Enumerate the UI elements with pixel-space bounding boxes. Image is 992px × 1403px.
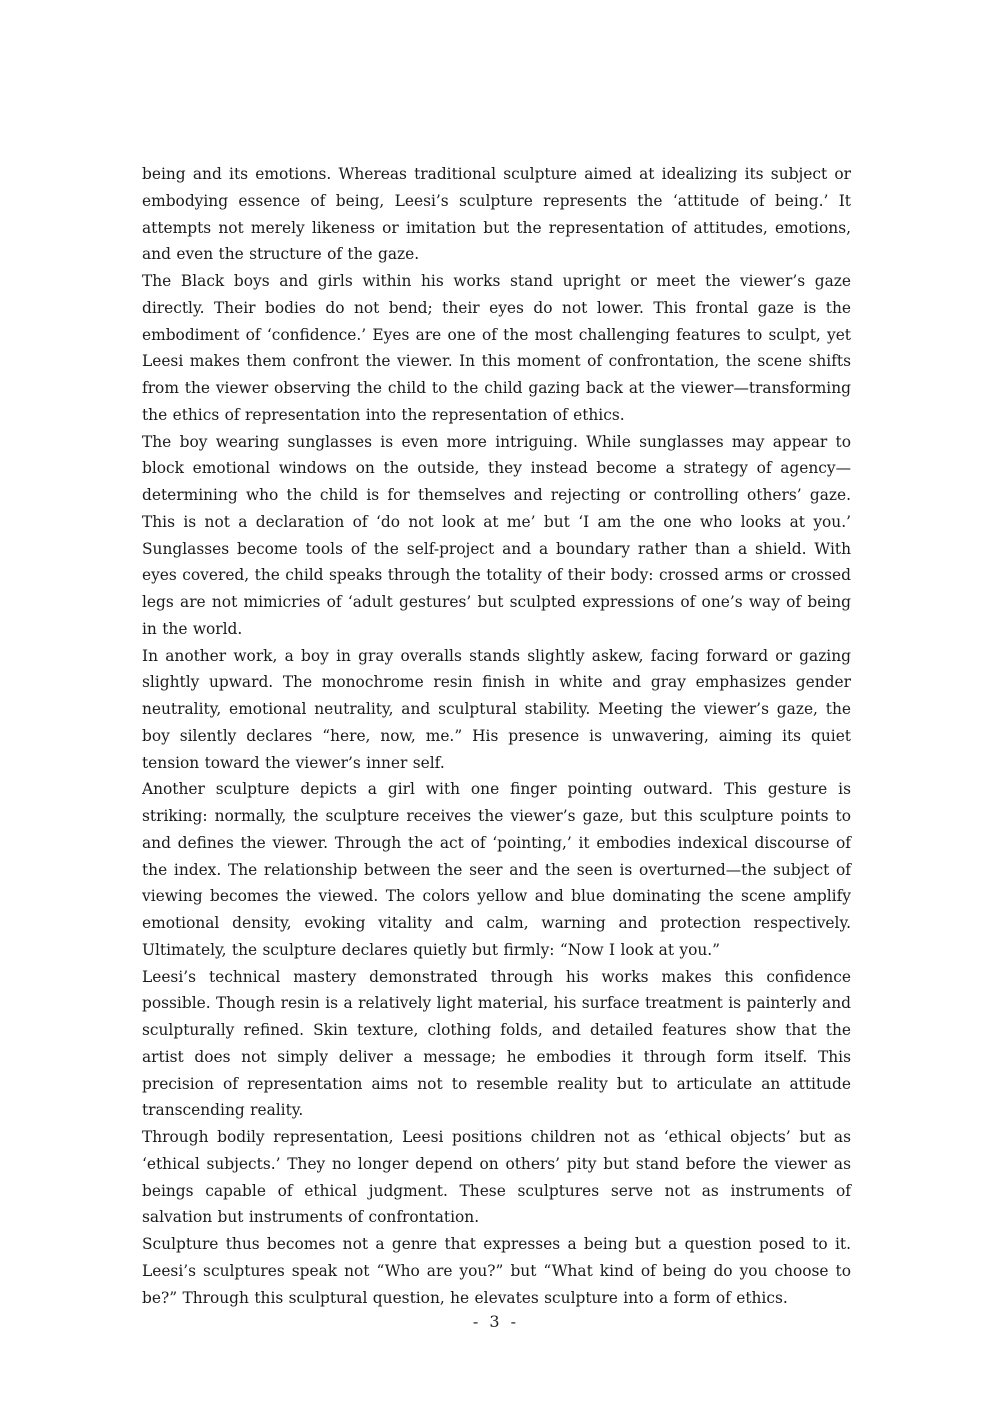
paragraph-attitude-of-being: being and its emotions. Whereas traditional sculpture aimed at idealizing its subject or embodying essence of being, Leesi’s sculpture represents the ‘attitude of being.’ It attempts not merely likeness or imitation but the representation of attitudes, emotions, and even the structure of the gaze. [142, 165, 851, 264]
paragraph-gray-overalls-boy: In another work, a boy in gray overalls stands slightly askew, facing forward or gazing slightly upward. The monochrome resin finish in white and gray emphasizes gender neutrality, emotional neutrality, and sculptural stability. Meeting the viewer’s gaze, the boy silently declares “here, now, me.” His presence is unwavering, aiming its quiet tension toward the viewer’s inner self. [142, 646, 851, 772]
body-text [142, 161, 851, 1311]
paragraph-pointing-girl: Another sculpture depicts a girl with one finger pointing outward. This gesture is striking: normally, the sculpture receives the viewer’s gaze, but this sculpture points to and defines the viewer. Through the act of ‘pointing,’ it embodies indexical discourse of the index. The relationship between the seer and the seen is overturned—the subject of viewing becomes the viewed. The colors yellow and blue dominating the scene amplify emotional density, evoking vitality and calm, warning and protection respectively. Ultimately, the sculpture declares quietly but firmly: “Now I look at you.” [142, 780, 851, 959]
paragraph-ethical-subjects: Through bodily representation, Leesi positions children not as ‘ethical objects’ but as ‘ethical subjects.’ They no longer depend on others’ pity but stand before the viewer as beings capable of ethical judgment. These sculptures serve not as instruments of salvation but instruments of confrontation. [142, 1128, 851, 1227]
paragraph-frontal-gaze: The Black boys and girls within his works stand upright or meet the viewer’s gaze directly. Their bodies do not bend; their eyes do not lower. This frontal gaze is the embodiment of ‘confidence.’ Eyes are one of the most challenging features to sculpt, yet Leesi makes them confront the viewer. In this moment of confrontation, the scene shifts from the viewer observing the child to the child gazing back at the viewer—transforming the ethics of representation into the representation of ethics. [142, 272, 851, 424]
paragraph-sunglasses-boy: The boy wearing sunglasses is even more intriguing. While sunglasses may appear to block emotional windows on the outside, they instead become a strategy of agency—determining who the child is for themselves and rejecting or controlling others’ gaze. This is not a declaration of ‘do not look at me’ but ‘I am the one who looks at you.’ Sunglasses become tools of the self-project and a boundary rather than a shield. With eyes covered, the child speaks through the totality of their body: crossed arms or crossed legs are not mimicries of ‘adult gestures’ but sculpted expressions of one’s way of being in the world. [142, 432, 851, 638]
paragraph-technical-mastery: Leesi’s technical mastery demonstrated through his works makes this confidence possible. Though resin is a relatively light material, his surface treatment is painterly and sculpturally refined. Skin texture, clothing folds, and detailed features show that the artist does not simply deliver a message; he embodies it through form itself. This precision of representation aims not to resemble reality but to articulate an attitude transcending reality. [142, 967, 851, 1120]
paragraph-sculptural-question: Sculpture thus becomes not a genre that expresses a being but a question posed to it. Leesi’s sculptures speak not “Who are you?” but “What kind of being do you choose to be?” Through this sculptural question, he elevates sculpture into a form of ethics. [142, 1235, 851, 1307]
page-number: - 3 - [472, 1312, 520, 1331]
